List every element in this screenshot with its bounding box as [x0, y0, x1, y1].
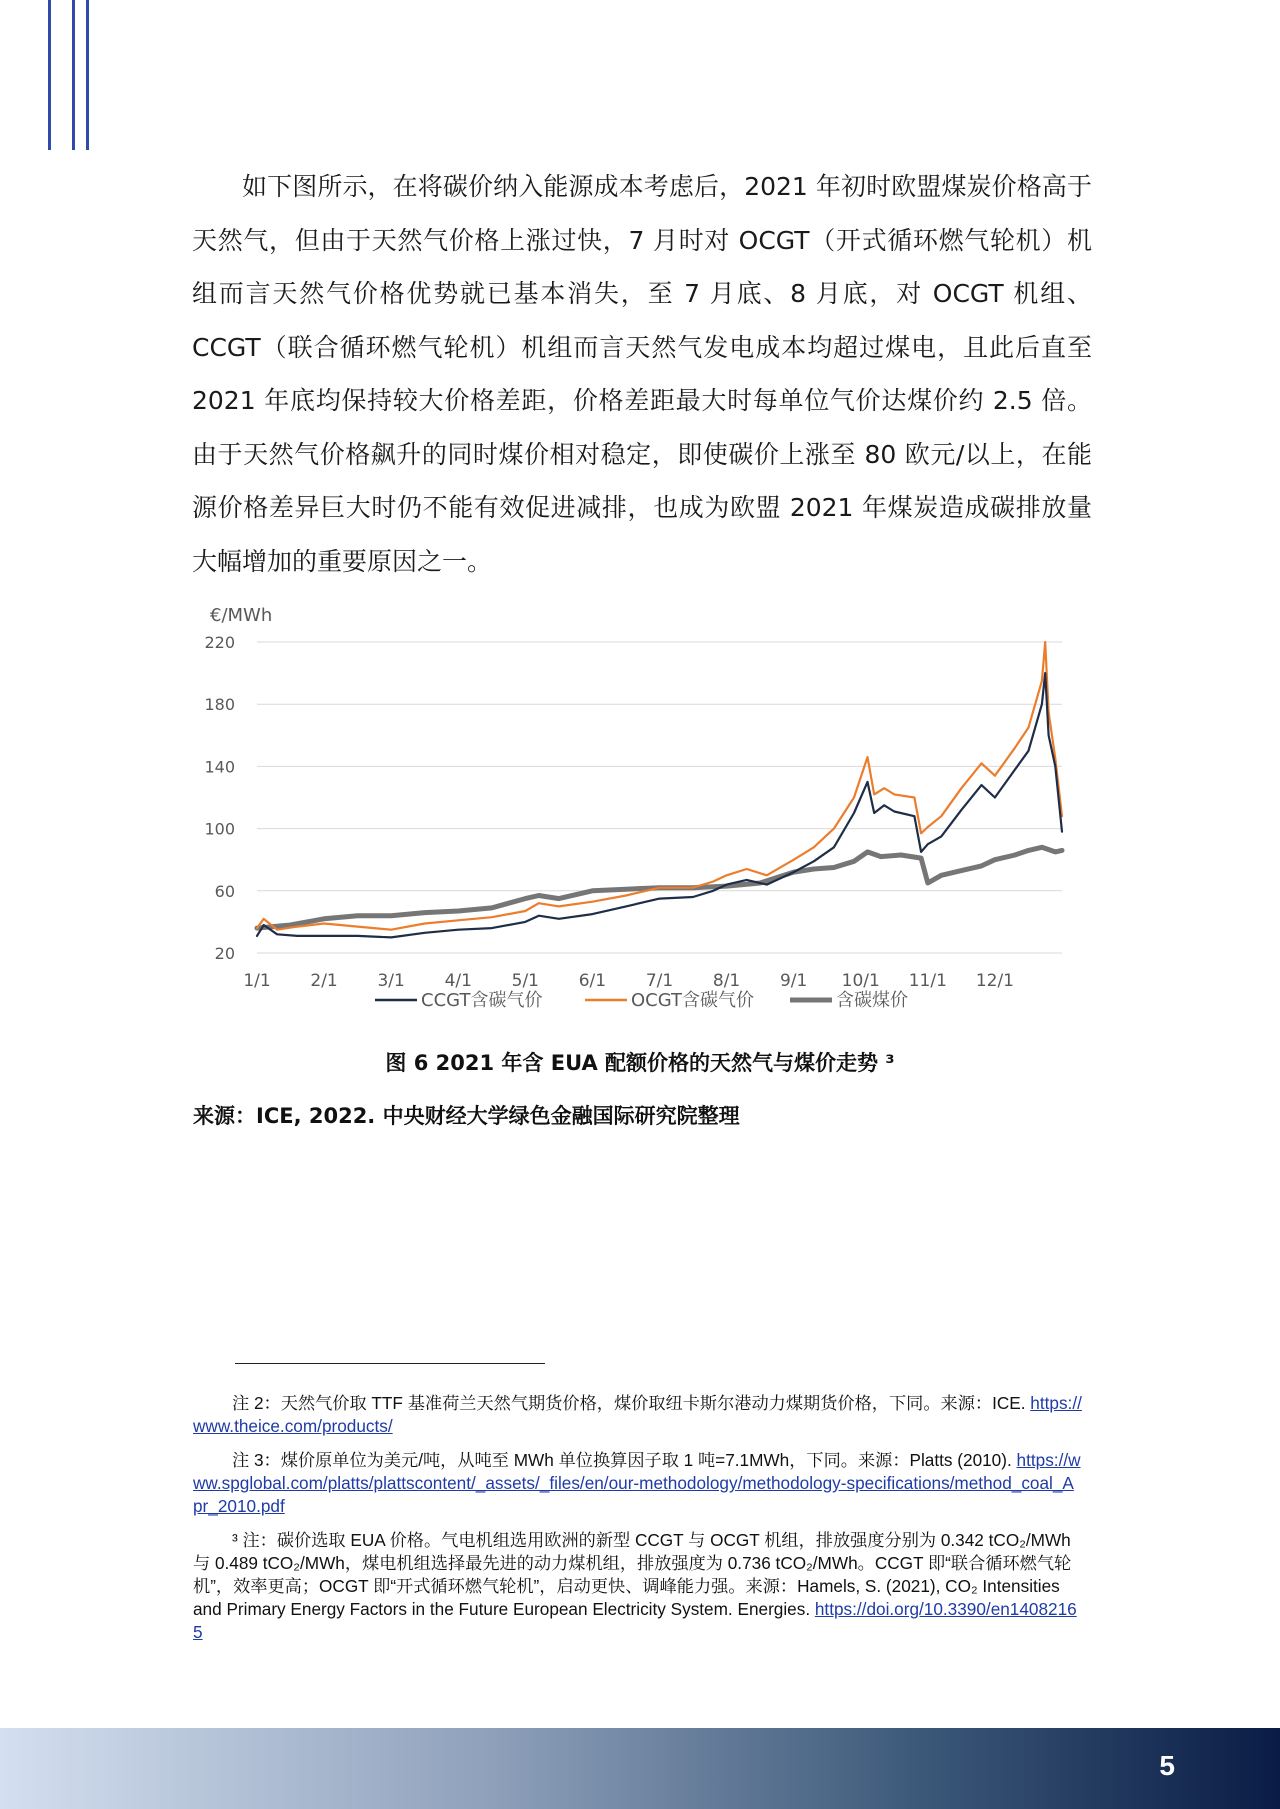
- body-paragraph: 如下图所示，在将碳价纳入能源成本考虑后，2021 年初时欧盟煤炭价格高于天然气，但由于天然气价格上涨过快，7 月时对 OCGT（开式循环燃气轮机）机组而言天然气价格优势就已基本消失，至 7 月底、8 月底，对 OCGT 机组、CCGT（联合循环燃气轮机）机组而言天然气发电成本均超过煤电，且此后直至 2021 年底均保持较大价格差距，价格差距最大时每单位气价达煤价约 2.5 倍。由于天然气价格飙升的同时煤价相对稳定，即使碳价上涨至 80 欧元/以上，在能源价格差异巨大时仍不能有效促进减排，也成为欧盟 2021 年煤炭造成碳排放量大幅增加的重要原因之一。: [192, 172, 1092, 576]
- x-tick-label: 11/1: [908, 971, 947, 991]
- y-tick-label: 180: [204, 695, 235, 715]
- series-line-0: [257, 673, 1062, 937]
- x-tick-label: 6/1: [578, 971, 607, 991]
- footnote-ref-3-text: ³ 注：碳价选取 EUA 价格。气电机组选用欧洲的新型 CCGT 与 OCGT 机组，排放强度分别为 0.342 tCO₂/MWh 与 0.489 tCO₂/MWh，煤电机组选择最先进的动力煤机组，排放强度为 0.736 tCO₂/MWh。CCGT 即“联合循环燃气轮机”，效率更高；OCGT 即“开式循环燃气轮机”，启动更快、调峰能力强。来源：Hamels, S. (2021), CO₂ Intensities and Primary Energy Factors in the Future European Electricity System. Energies.: [193, 1530, 1072, 1619]
- footnote-2-link[interactable]: https://www.theice.com/products/: [193, 1393, 1082, 1436]
- x-tick-label: 7/1: [645, 971, 674, 991]
- y-axis-label: €/MWh: [210, 605, 273, 626]
- legend-label: CCGT含碳气价: [421, 990, 543, 1011]
- y-tick-label: 100: [204, 819, 235, 839]
- y-tick-label: 220: [204, 633, 235, 652]
- figure-caption: 图 6 2021 年含 EUA 配额价格的天然气与煤价走势 ³: [385, 1051, 895, 1075]
- x-tick-label: 8/1: [712, 971, 741, 991]
- page-footer: [0, 1728, 1280, 1809]
- footnote-ref-3: [193, 1529, 1083, 1644]
- x-tick-label: 5/1: [511, 971, 540, 991]
- y-tick-label: 140: [204, 757, 235, 777]
- legend-label: OCGT含碳气价: [631, 990, 755, 1011]
- body-text: [192, 160, 1092, 588]
- chart-svg: [190, 595, 1080, 1025]
- x-tick-label: 12/1: [975, 971, 1015, 991]
- x-tick-label: 9/1: [779, 971, 808, 991]
- figure-source: 来源：ICE, 2022. 中央财经大学绿色金融国际研究院整理: [193, 1104, 740, 1128]
- footnote-ref-3-link[interactable]: https://doi.org/10.3390/en14082165: [193, 1599, 1077, 1642]
- price-chart: [190, 595, 1080, 1025]
- x-tick-label: 3/1: [377, 971, 405, 991]
- footnote-3-text: 注 3：煤价原单位为美元/吨，从吨至 MWh 单位换算因子取 1 吨=7.1MWh，下同。来源：Platts (2010).: [232, 1450, 1017, 1470]
- x-tick-label: 10/1: [841, 971, 880, 991]
- footnote-2-text: 注 2：天然气价取 TTF 基准荷兰天然气期货价格，煤价取纽卡斯尔港动力煤期货价格，下同。来源：ICE.: [232, 1393, 1031, 1413]
- decor-bar-2: [72, 0, 75, 150]
- footnotes: [193, 1392, 1083, 1655]
- page-number: 5: [1159, 1750, 1175, 1781]
- decor-bar-1: [48, 0, 51, 150]
- decor-bar-3: [86, 0, 89, 150]
- x-tick-label: 4/1: [444, 971, 472, 991]
- footnote-divider: [235, 1363, 545, 1364]
- legend-label: 含碳煤价: [836, 990, 908, 1011]
- x-tick-label: 1/1: [243, 971, 271, 991]
- footnote-2: [193, 1392, 1083, 1438]
- footnote-3: [193, 1449, 1083, 1518]
- x-tick-label: 2/1: [310, 971, 338, 991]
- footnote-3-link[interactable]: https://www.spglobal.com/platts/plattscontent/_assets/_files/en/our-methodology/methodology-specifications/method_coal_Apr_2010.pdf: [193, 1450, 1081, 1516]
- y-tick-label: 20: [214, 944, 235, 963]
- y-tick-label: 60: [214, 881, 235, 901]
